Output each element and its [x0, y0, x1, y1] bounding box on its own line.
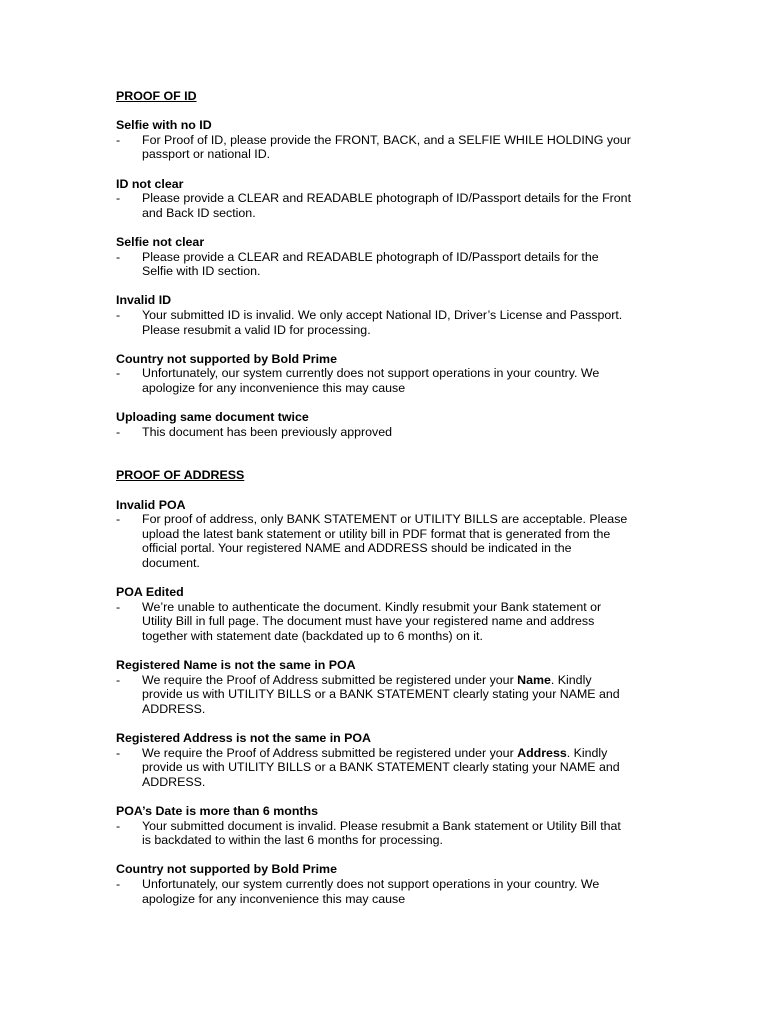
bullet-row [116, 366, 668, 395]
item-selfie-with-no-id [116, 118, 668, 162]
item-title: ID not clear [116, 176, 184, 191]
item-uploading-same-document-twice [116, 410, 668, 439]
bullet-text [142, 366, 668, 395]
bullet-text [142, 877, 668, 906]
item-title: Registered Address is not the same in POA [116, 731, 371, 746]
emphasis-name: Name [517, 672, 551, 687]
item-invalid-id [116, 293, 668, 337]
item-registered-address-mismatch [116, 731, 668, 789]
item-title: Registered Name is not the same in POA [116, 658, 356, 673]
item-title: POA’s Date is more than 6 months [116, 804, 318, 819]
text-segment: . Kindly [550, 672, 592, 687]
bullet-text [142, 746, 668, 790]
bullet-text [142, 512, 668, 570]
text-line: apologize for any inconvenience this may cause [142, 891, 406, 906]
item-title: Invalid ID [116, 293, 172, 308]
item-poa-edited [116, 585, 668, 643]
bullet-row [116, 250, 668, 279]
item-poa-country-not-supported [116, 862, 668, 906]
item-title: Selfie not clear [116, 234, 205, 249]
text-line: Utility Bill in full page. The document must have your registered name and address [142, 614, 595, 629]
text-line: provide us with UTILITY BILLS or a BANK STATEMENT clearly stating your NAME and [142, 760, 620, 775]
bullet-row [116, 819, 668, 848]
bullet-dash: - [116, 132, 121, 147]
text-line: apologize for any inconvenience this may cause [142, 380, 406, 395]
text-segment: We require the Proof of Address submitted be registered under your [142, 672, 518, 687]
text-line: together with statement date (backdated up to 6 months) on it. [142, 628, 483, 643]
item-invalid-poa [116, 498, 668, 571]
text-segment: . Kindly [566, 745, 608, 760]
text-line: Unfortunately, our system currently does not support operations in your country. We [142, 366, 600, 381]
text-line: passport or national ID. [142, 147, 271, 162]
bullet-dash: - [116, 599, 121, 614]
text-line: Please provide a CLEAR and READABLE photograph of ID/Passport details for the [142, 249, 599, 264]
item-country-not-supported [116, 352, 668, 396]
text-line: We’re unable to authenticate the document. Kindly resubmit your Bank statement or [142, 599, 602, 614]
text-line: This document has been previously approved [142, 424, 393, 439]
text-line: For Proof of ID, please provide the FRONT, BACK, and a SELFIE WHILE HOLDING your [142, 132, 631, 147]
bullet-row [116, 308, 668, 337]
text-line: Your submitted document is invalid. Please resubmit a Bank statement or Utility Bill that [142, 818, 621, 833]
bullet-text [142, 425, 668, 440]
item-id-not-clear [116, 177, 668, 221]
proof-of-id-items [116, 118, 668, 439]
bullet-dash: - [116, 366, 121, 381]
item-selfie-not-clear [116, 235, 668, 279]
bullet-text [142, 673, 668, 717]
text-line: is backdated to within the last 6 months for processing. [142, 833, 443, 848]
bullet-dash: - [116, 249, 121, 264]
item-registered-name-mismatch [116, 658, 668, 716]
bullet-dash: - [116, 672, 121, 687]
bullet-text [142, 819, 668, 848]
item-title: Country not supported by Bold Prime [116, 862, 337, 877]
proof-of-address-items [116, 498, 668, 907]
item-title: Selfie with no ID [116, 118, 212, 133]
bullet-text [142, 133, 668, 162]
text-line: Please resubmit a valid ID for processing. [142, 322, 371, 337]
bullet-text [142, 250, 668, 279]
text-line: Please provide a CLEAR and READABLE photograph of ID/Passport details for the Front [142, 191, 632, 206]
text-line: and Back ID section. [142, 205, 256, 220]
text-line [142, 746, 668, 761]
bullet-dash: - [116, 818, 121, 833]
section-title-proof-of-address: PROOF OF ADDRESS [116, 468, 245, 483]
text-line: official portal. Your registered NAME and ADDRESS should be indicated in the [142, 541, 572, 556]
bullet-row [116, 673, 668, 717]
section-title-proof-of-id: PROOF OF ID [116, 89, 197, 103]
emphasis-address: Address [517, 745, 567, 760]
text-line: Selfie with ID section. [142, 264, 261, 279]
bullet-dash: - [116, 512, 121, 527]
bullet-dash: - [116, 307, 121, 322]
bullet-text [142, 308, 668, 337]
text-line: upload the latest bank statement or utility bill in PDF format that is generated from the [142, 526, 611, 541]
bullet-row [116, 512, 668, 570]
bullet-text [142, 600, 668, 644]
item-title: POA Edited [116, 585, 184, 600]
bullet-row [116, 425, 668, 440]
text-line [142, 673, 668, 688]
text-line: ADDRESS. [142, 774, 206, 789]
bullet-dash: - [116, 877, 121, 892]
item-title: Uploading same document twice [116, 410, 309, 425]
bullet-row [116, 746, 668, 790]
item-poa-date-too-old [116, 804, 668, 848]
text-line: Your submitted ID is invalid. We only accept National ID, Driver’s License and Passport. [142, 307, 623, 322]
text-line: Unfortunately, our system currently does not support operations in your country. We [142, 877, 600, 892]
text-line: provide us with UTILITY BILLS or a BANK STATEMENT clearly stating your NAME and [142, 687, 620, 702]
bullet-row [116, 191, 668, 220]
bullet-row [116, 133, 668, 162]
text-line: ADDRESS. [142, 701, 206, 716]
bullet-dash: - [116, 424, 121, 439]
text-line: document. [142, 556, 200, 570]
bullet-row [116, 877, 668, 906]
bullet-text [142, 191, 668, 220]
text-line: For proof of address, only BANK STATEMENT or UTILITY BILLS are acceptable. Please [142, 512, 628, 527]
bullet-dash: - [116, 191, 121, 206]
bullet-row [116, 600, 668, 644]
item-title: Country not supported by Bold Prime [116, 351, 337, 366]
bullet-dash: - [116, 745, 121, 760]
text-segment: We require the Proof of Address submitted be registered under your [142, 745, 518, 760]
item-title: Invalid POA [116, 497, 186, 512]
